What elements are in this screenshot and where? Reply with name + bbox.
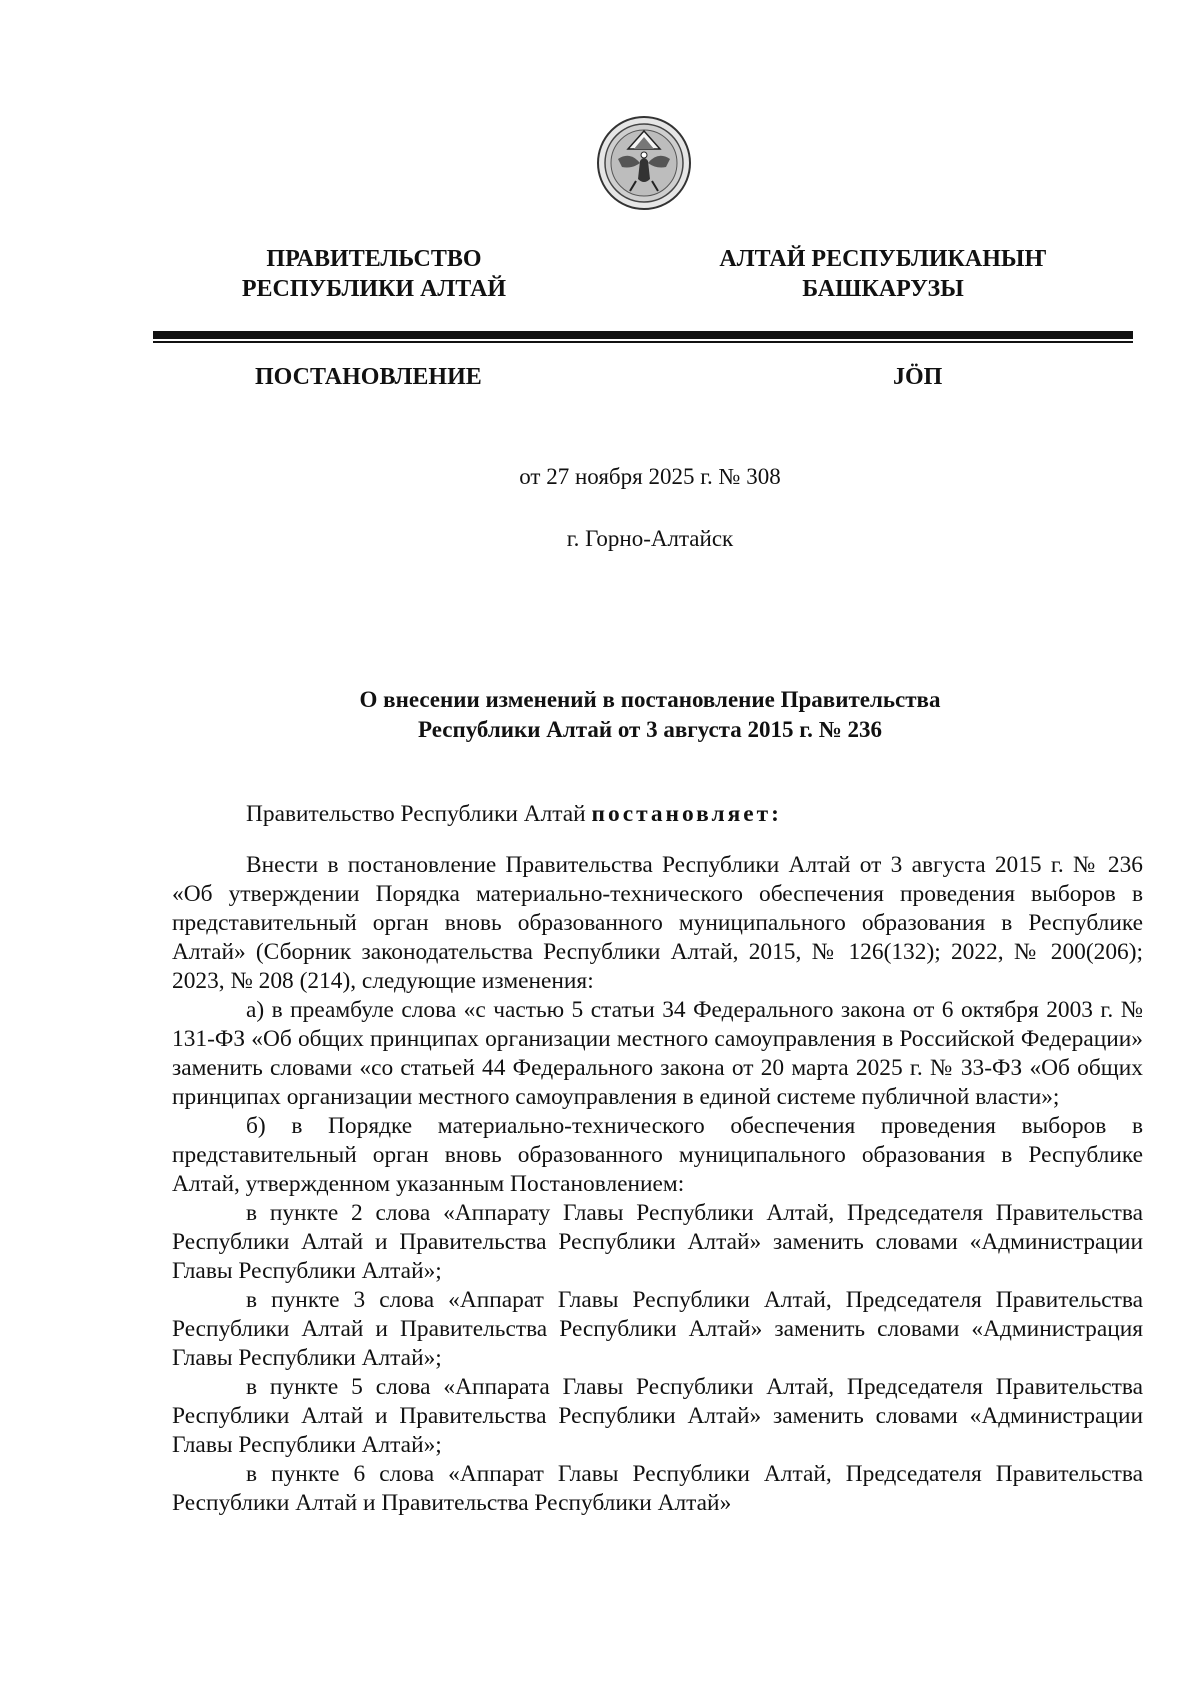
body-paragraph: в пункте 3 слова «Аппарат Главы Республики Алтай, Председателя Правительства Республики Алтай и Правительства Республики Алтай» заменить словами «Администрация Главы Республики Алтай»;: [172, 1287, 1143, 1371]
doc-type-russian: ПОСТАНОВЛЕНИЕ: [255, 364, 482, 390]
body-paragraph: а) в преамбуле слова «с частью 5 статьи 34 Федерального закона от 6 октября 2003 г. № 131-ФЗ «Об общих принципах организации местного самоуправления в Российской Федерации» заменить словами «со статьей 44 Федерального закона от 20 марта 2025 г. № 33-ФЗ «Об общих принципах организации местного самоуправления в единой системе публичной власти»;: [172, 997, 1143, 1110]
org-name-line: АЛТАЙ РЕСПУБЛИКАНЫҤ: [719, 246, 1047, 272]
org-name-line: БАШКАРУЗЫ: [802, 276, 964, 302]
coat-of-arms-icon: [596, 115, 692, 211]
document-date-number: от 27 ноября 2025 г. № 308: [519, 464, 781, 489]
org-name-line: ПРАВИТЕЛЬСТВО: [266, 246, 482, 272]
intro-emphasis: постановляет:: [591, 801, 782, 827]
body-paragraph: в пункте 5 слова «Аппарата Главы Республики Алтай, Председателя Правительства Республики Алтай и Правительства Республики Алтай» заменить словами «Администрации Главы Республики Алтай»;: [172, 1374, 1143, 1458]
body-paragraph: б) в Порядке материально-технического обеспечения проведения выборов в представительный орган вновь образованного муниципального образования в Республике Алтай, утвержденном указанным Постановлением:: [172, 1113, 1143, 1197]
org-name-russian: [164, 244, 584, 304]
document-city: г. Горно-Алтайск: [566, 526, 734, 551]
title-line: О внесении изменений в постановление Правительства: [359, 687, 941, 712]
header-divider-thin: [153, 341, 1133, 343]
header-divider-thick: [153, 331, 1133, 339]
org-name-line: РЕСПУБЛИКИ АЛТАЙ: [241, 276, 507, 302]
document-title: [170, 685, 1130, 745]
body-paragraph: в пункте 6 слова «Аппарат Главы Республики Алтай, Председателя Правительства Республики Алтай и Правительства Республики Алтай»: [172, 1461, 1143, 1516]
document-body: [172, 800, 1143, 1518]
intro-text: Правительство Республики Алтай: [246, 801, 586, 827]
body-paragraph: Внести в постановление Правительства Республики Алтай от 3 августа 2015 г. № 236 «Об утверждении Порядка материально-технического обеспечения проведения выборов в представительный орган вновь образованного муниципального образования в Республике Алтай» (Сборник законодательства Республики Алтай, 2015, № 126(132); 2022, № 200(206); 2023, № 208 (214), следующие изменения:: [172, 852, 1143, 994]
body-paragraph: в пункте 2 слова «Аппарату Главы Республики Алтай, Председателя Правительства Республики Алтай и Правительства Республики Алтай» заменить словами «Администрации Главы Республики Алтай»;: [172, 1200, 1143, 1284]
doc-type-altai: ЈӦП: [893, 364, 943, 390]
org-name-altai: [673, 244, 1093, 304]
intro-paragraph: [172, 800, 1143, 829]
title-line: Республики Алтай от 3 августа 2015 г. № 236: [418, 717, 882, 742]
